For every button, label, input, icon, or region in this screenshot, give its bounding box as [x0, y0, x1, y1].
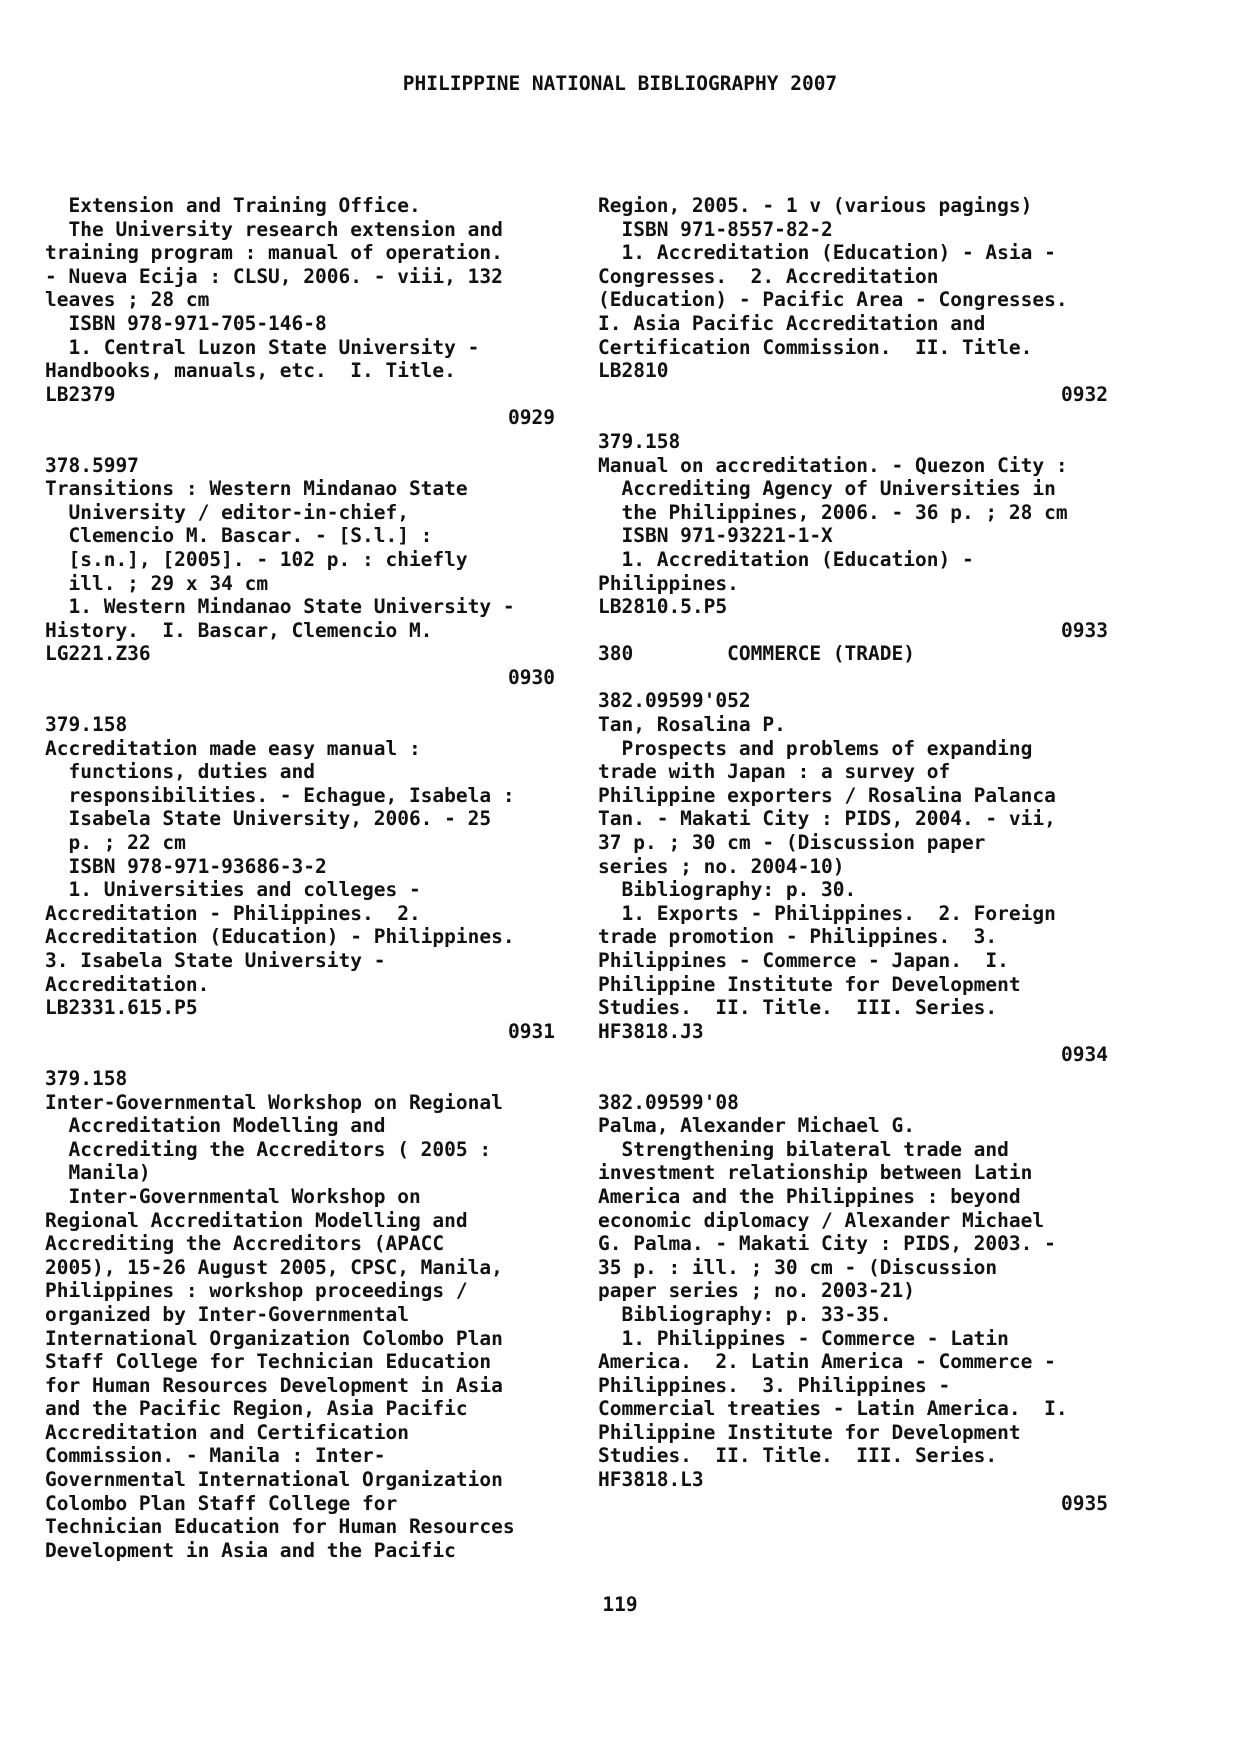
entry-line: Commercial treaties - Latin America. I. — [598, 1397, 1068, 1421]
entry-line: Inter-Governmental Workshop on — [45, 1184, 421, 1208]
entry-line: America. 2. Latin America - Commerce - — [598, 1350, 1056, 1374]
entry-line: 382.09599'052 — [598, 689, 751, 713]
entry-line: Accreditation made easy manual : — [45, 736, 421, 760]
entry-number: 0934 — [1061, 1043, 1108, 1067]
entry-line: Development in Asia and the Pacific — [45, 1538, 456, 1562]
entry-line: and the Pacific Region, Asia Pacific — [45, 1397, 468, 1421]
entry-line: [s.n.], [2005]. - 102 p. : chiefly — [45, 547, 468, 571]
entry-spacer — [45, 689, 555, 713]
entry-line: paper series ; no. 2003-21) — [598, 1279, 915, 1303]
entry-line: Philippine Institute for Development — [598, 1420, 1021, 1444]
entry-line: Strengthening bilateral trade and — [598, 1137, 1009, 1161]
entry-spacer — [598, 406, 1108, 430]
entry-line: 382.09599'08 — [598, 1090, 739, 1114]
entry-line: Philippines. — [598, 571, 739, 595]
entry-line: LB2810 — [598, 359, 669, 383]
entry-number: 0931 — [508, 1019, 555, 1043]
entry-line: LB2379 — [45, 382, 116, 406]
entry-line: 1. Exports - Philippines. 2. Foreign — [598, 901, 1056, 925]
entry-line: Commission. - Manila : Inter- — [45, 1444, 386, 1468]
entry-line: 1. Accreditation (Education) - Asia - — [598, 241, 1056, 265]
entry-line: 1. Accreditation (Education) - — [598, 547, 974, 571]
left-column — [45, 194, 555, 1562]
page-footer — [0, 1593, 1240, 1617]
entry-line: Region, 2005. - 1 v (various pagings) — [598, 194, 1033, 217]
entry-line: ISBN 978-971-705-146-8 — [45, 311, 327, 335]
entry-line: I. Asia Pacific Accreditation and — [598, 311, 986, 335]
entry-line: 1. Western Mindanao State University - — [45, 595, 515, 619]
entry-line: Handbooks, manuals, etc. I. Title. — [45, 359, 456, 383]
entry-line: p. ; 22 cm — [45, 831, 186, 855]
entry-line: Accreditation Modelling and — [45, 1114, 386, 1138]
entry-line: leaves ; 28 cm — [45, 288, 210, 312]
entry-line: Congresses. 2. Accreditation — [598, 264, 939, 288]
entry-line: Extension and Training Office. — [45, 194, 421, 217]
entry-line: Clemencio M. Bascar. - [S.l.] : — [45, 524, 433, 548]
entry-line: organized by Inter-Governmental — [45, 1302, 409, 1326]
entry-line: Manila) — [45, 1161, 151, 1185]
entry-line: economic diplomacy / Alexander Michael — [598, 1208, 1045, 1232]
entry-line: Accreditation and Certification — [45, 1420, 409, 1444]
bibliography-title: PHILIPPINE NATIONAL BIBLIOGRAPHY 2007 — [402, 72, 838, 95]
entry-line: Philippine Institute for Development — [598, 972, 1021, 996]
entry-line: Studies. II. Title. III. Series. — [598, 996, 998, 1020]
entry-line: University / editor-in-chief, — [45, 500, 409, 524]
entry-line: 379.158 — [45, 1066, 128, 1090]
entry-line: 379.158 — [45, 713, 128, 737]
entry-line: functions, duties and — [45, 760, 316, 784]
entry-line: ISBN 971-93221-1-X — [598, 524, 833, 548]
entry-number: 0929 — [508, 406, 555, 430]
entry-line: Governmental International Organization — [45, 1468, 503, 1492]
entry-line: Isabela State University, 2006. - 25 — [45, 807, 492, 831]
entry-line: 35 p. : ill. ; 30 cm - (Discussion — [598, 1255, 998, 1279]
entry-line: for Human Resources Development in Asia — [45, 1373, 503, 1397]
entry-line: Philippines - Commerce - Japan. I. — [598, 949, 1009, 972]
entry-line: Colombo Plan Staff College for — [45, 1491, 398, 1515]
entry-line: trade with Japan : a survey of — [598, 760, 951, 784]
entry-line: 3. Isabela State University - — [45, 949, 386, 972]
entry-line: Accreditation. — [45, 972, 210, 996]
entry-line: LB2331.615.P5 — [45, 996, 198, 1020]
entry-line: Palma, Alexander Michael G. — [598, 1114, 915, 1138]
entry-line: ill. ; 29 x 34 cm — [45, 571, 269, 595]
entry-line: Certification Commission. II. Title. — [598, 335, 1033, 359]
entry-spacer — [45, 430, 555, 454]
entry-line: investment relationship between Latin — [598, 1161, 1033, 1185]
entry-line: 2005), 15-26 August 2005, CPSC, Manila, — [45, 1255, 503, 1279]
entry-line: America and the Philippines : beyond — [598, 1184, 1021, 1208]
entry-line: Accrediting the Accreditors ( 2005 : — [45, 1137, 492, 1161]
entry-line: 379.158 — [598, 429, 681, 453]
entry-line: Staff College for Technician Education — [45, 1350, 492, 1374]
entry-line: History. I. Bascar, Clemencio M. — [45, 618, 433, 642]
entry-line: Manual on accreditation. - Quezon City : — [598, 453, 1068, 477]
entry-line: Studies. II. Title. III. Series. — [598, 1444, 998, 1468]
entry-line: 380 COMMERCE (TRADE) — [598, 642, 915, 666]
entry-line: Philippine exporters / Rosalina Palanca — [598, 783, 1056, 807]
entry-line: ISBN 978-971-93686-3-2 — [45, 854, 327, 878]
entry-line: 1. Central Luzon State University - — [45, 335, 480, 359]
entry-line: LG221.Z36 — [45, 642, 151, 666]
right-column — [598, 194, 1108, 1515]
entry-line: (Education) - Pacific Area - Congresses. — [598, 288, 1068, 312]
entry-line: Accrediting Agency of Universities in — [598, 477, 1056, 501]
entry-line: LB2810.5.P5 — [598, 595, 728, 619]
page-number: 119 — [602, 1593, 638, 1616]
entry-line: Philippines : workshop proceedings / — [45, 1279, 468, 1303]
entry-line: 37 p. ; 30 cm - (Discussion paper — [598, 831, 986, 855]
entry-line: Regional Accreditation Modelling and — [45, 1208, 468, 1232]
entry-line: ISBN 971-8557-82-2 — [598, 217, 833, 241]
entry-spacer — [598, 666, 1108, 690]
entry-line: Accreditation (Education) - Philippines. — [45, 925, 515, 949]
entry-number: 0930 — [508, 665, 555, 689]
entry-line: series ; no. 2004-10) — [598, 854, 845, 878]
entry-line: Accreditation - Philippines. 2. — [45, 901, 421, 925]
entry-line: Accrediting the Accreditors (APACC — [45, 1232, 445, 1256]
entry-line: Tan. - Makati City : PIDS, 2004. - vii, — [598, 807, 1056, 831]
entry-spacer — [45, 1043, 555, 1067]
entry-line: 1. Philippines - Commerce - Latin — [598, 1326, 1009, 1350]
entry-line: responsibilities. - Echague, Isabela : — [45, 783, 515, 807]
entry-line: The University research extension and — [45, 217, 503, 241]
entry-number: 0932 — [1061, 382, 1108, 406]
page-header — [0, 72, 1240, 96]
entry-line: Transitions : Western Mindanao State — [45, 477, 468, 501]
entry-line: Bibliography: p. 33-35. — [598, 1302, 892, 1326]
entry-line: G. Palma. - Makati City : PIDS, 2003. - — [598, 1232, 1056, 1256]
entry-line: Technician Education for Human Resources — [45, 1515, 515, 1539]
entry-spacer — [598, 1067, 1108, 1091]
entry-line: - Nueva Ecija : CLSU, 2006. - viii, 132 — [45, 264, 503, 288]
entry-line: International Organization Colombo Plan — [45, 1326, 503, 1350]
entry-line: trade promotion - Philippines. 3. — [598, 925, 998, 949]
entry-line: Philippines. 3. Philippines - — [598, 1373, 951, 1397]
entry-number: 0933 — [1061, 618, 1108, 642]
entry-line: training program : manual of operation. — [45, 241, 503, 265]
entry-line: Inter-Governmental Workshop on Regional — [45, 1090, 503, 1114]
entry-line: Bibliography: p. 30. — [598, 878, 857, 902]
entry-line: 1. Universities and colleges - — [45, 878, 421, 902]
entry-line: HF3818.L3 — [598, 1468, 704, 1492]
entry-line: HF3818.J3 — [598, 1019, 704, 1043]
entry-line: Tan, Rosalina P. — [598, 713, 786, 737]
entry-number: 0935 — [1061, 1491, 1108, 1515]
entry-line: Prospects and problems of expanding — [598, 736, 1033, 760]
entry-line: 378.5997 — [45, 453, 139, 477]
entry-line: the Philippines, 2006. - 36 p. ; 28 cm — [598, 500, 1068, 524]
